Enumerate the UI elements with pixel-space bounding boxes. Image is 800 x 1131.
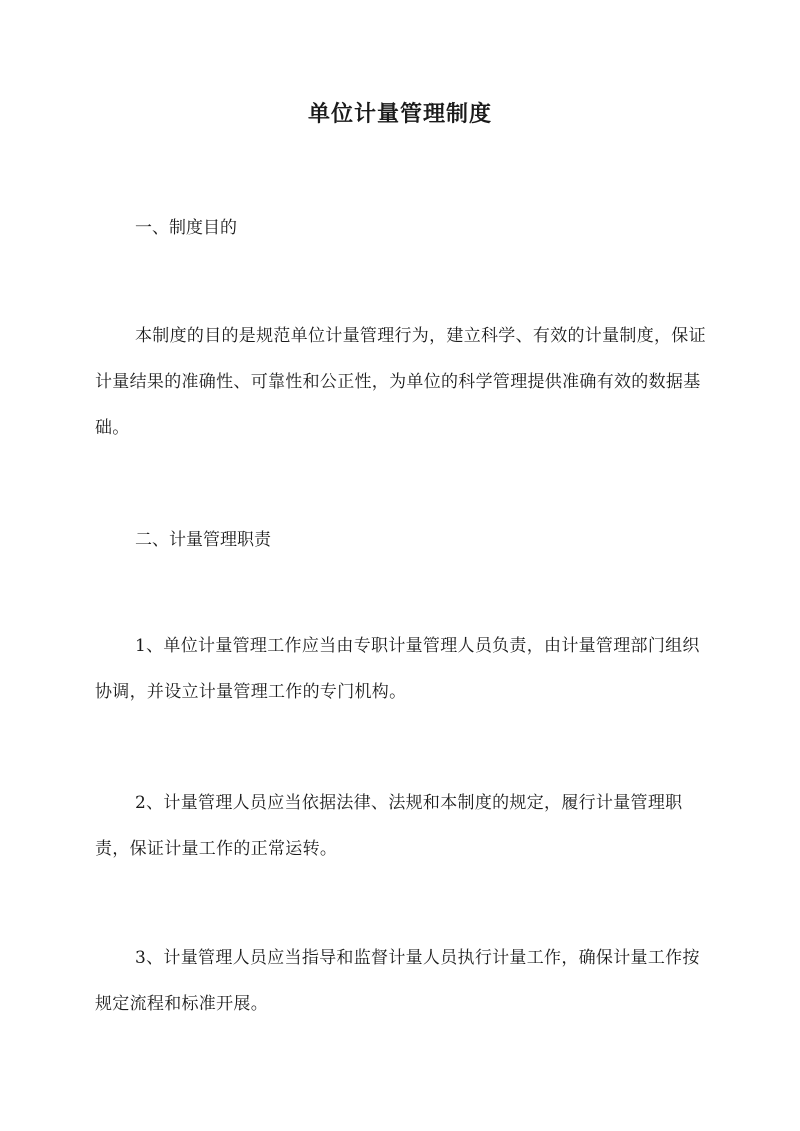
list-item-responsibility-1: 1、单位计量管理工作应当由专职计量管理人员负责，由计量管理部门组织协调，并设立计量管理工作的专门机构。 bbox=[95, 636, 700, 702]
list-item-responsibility-3: 3、计量管理人员应当指导和监督计量人员执行计量工作，确保计量工作按规定流程和标准开展。 bbox=[95, 948, 700, 1014]
list-item-responsibility-2: 2、计量管理人员应当依据法律、法规和本制度的规定，履行计量管理职责，保证计量工作的正常运转。 bbox=[95, 793, 683, 859]
paragraph-purpose: 本制度的目的是规范单位计量管理行为，建立科学、有效的计量制度，保证计量结果的准确性、可靠性和公正性，为单位的科学管理提供准确有效的数据基础。 bbox=[95, 326, 706, 438]
section-heading-responsibilities: 二、计量管理职责 bbox=[135, 530, 271, 550]
document-title: 单位计量管理制度 bbox=[307, 101, 492, 127]
section-heading-purpose: 一、制度目的 bbox=[135, 218, 237, 238]
